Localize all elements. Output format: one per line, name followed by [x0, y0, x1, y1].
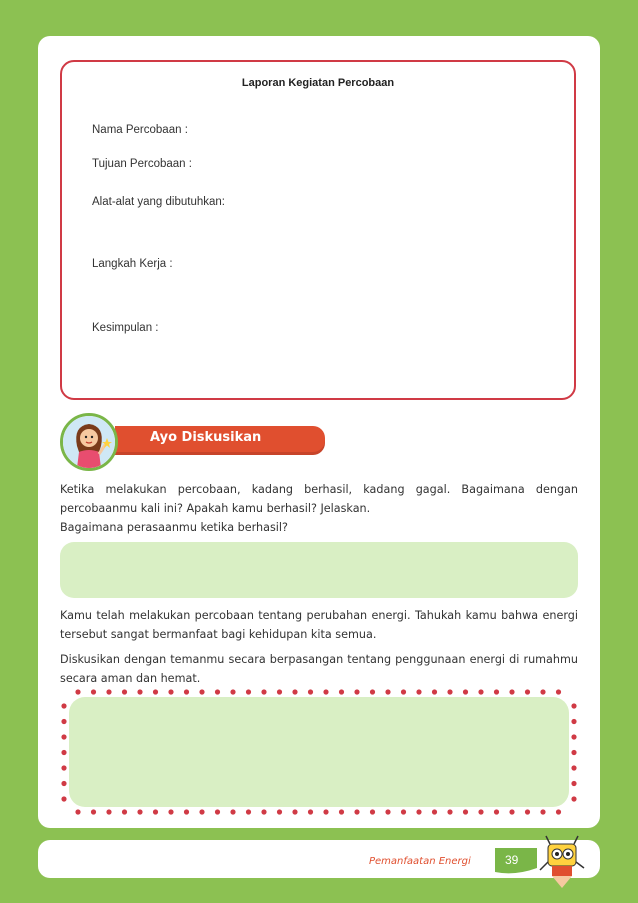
border-dot — [184, 809, 189, 814]
border-dot — [447, 689, 452, 694]
border-dot — [432, 809, 437, 814]
field-kesimpulan[interactable]: Kesimpulan : — [92, 322, 159, 334]
border-dot — [230, 689, 235, 694]
border-dot — [199, 809, 204, 814]
border-dot — [261, 809, 266, 814]
border-dot — [122, 809, 127, 814]
border-dot — [416, 809, 421, 814]
report-title: Laporan Kegiatan Percobaan — [241, 77, 395, 89]
field-langkah-kerja[interactable]: Langkah Kerja : — [92, 258, 173, 270]
border-dot — [75, 809, 80, 814]
border-dot — [246, 809, 251, 814]
border-dot — [122, 689, 127, 694]
border-dot — [571, 781, 576, 786]
border-dot — [323, 689, 328, 694]
border-dot — [137, 809, 142, 814]
border-dot — [230, 809, 235, 814]
border-dot — [153, 689, 158, 694]
border-dot — [571, 750, 576, 755]
border-dot — [354, 809, 359, 814]
border-dot — [184, 689, 189, 694]
border-dot — [478, 689, 483, 694]
border-dot — [370, 689, 375, 694]
border-dot — [137, 689, 142, 694]
border-dot — [277, 809, 282, 814]
border-dot — [401, 689, 406, 694]
border-dot — [215, 809, 220, 814]
border-dot — [91, 809, 96, 814]
border-dot — [478, 809, 483, 814]
border-dot — [106, 809, 111, 814]
border-dot — [509, 809, 514, 814]
answer-box-feelings[interactable] — [60, 542, 578, 598]
border-dot — [308, 809, 313, 814]
border-dot — [370, 809, 375, 814]
border-dot — [61, 734, 66, 739]
dotted-border — [60, 688, 578, 816]
border-dot — [61, 719, 66, 724]
border-dot — [261, 689, 266, 694]
border-dot — [556, 689, 561, 694]
border-dot — [540, 809, 545, 814]
border-dot — [354, 689, 359, 694]
border-dot — [447, 809, 452, 814]
discussion-paragraph-3: Diskusikan dengan temanmu secara berpasangan tentang penggunaan energi di rumahmu secara aman dan hemat. — [60, 653, 578, 685]
border-dot — [168, 689, 173, 694]
border-dot — [91, 689, 96, 694]
border-dot — [323, 809, 328, 814]
page-number: 39 — [505, 853, 519, 867]
border-dot — [292, 809, 297, 814]
field-alat-alat[interactable]: Alat-alat yang dibutuhkan: — [92, 196, 225, 208]
border-dot — [339, 809, 344, 814]
border-dot — [416, 689, 421, 694]
border-dot — [401, 809, 406, 814]
border-dot — [571, 765, 576, 770]
girl-avatar-icon — [60, 413, 118, 471]
border-dot — [277, 689, 282, 694]
border-dot — [571, 719, 576, 724]
border-dot — [61, 781, 66, 786]
discussion-paragraph-2: Kamu telah melakukan percobaan tentang perubahan energi. Tahukah kamu bahwa energi tersebut sangat bermanfaat bagi kehidupan kita semua. — [60, 609, 578, 641]
border-dot — [540, 689, 545, 694]
border-dot — [556, 809, 561, 814]
border-dot — [339, 689, 344, 694]
border-dot — [199, 689, 204, 694]
border-dot — [61, 765, 66, 770]
discussion-label: Ayo Diskusikan — [150, 430, 262, 445]
border-dot — [215, 689, 220, 694]
discussion-header — [60, 413, 270, 473]
border-dot — [385, 689, 390, 694]
border-dot — [571, 796, 576, 801]
border-dot — [432, 689, 437, 694]
field-nama-percobaan[interactable]: Nama Percobaan : — [92, 124, 188, 136]
footer-section-title: Pemanfaatan Energi — [369, 856, 471, 867]
border-dot — [571, 703, 576, 708]
border-dot — [106, 689, 111, 694]
answer-box-dotted[interactable] — [60, 688, 578, 816]
border-dot — [571, 734, 576, 739]
border-dot — [463, 809, 468, 814]
border-dot — [168, 809, 173, 814]
border-dot — [494, 689, 499, 694]
border-dot — [61, 796, 66, 801]
discussion-paragraph-1: Ketika melakukan percobaan, kadang berhasil, kadang gagal. Bagaimana dengan percobaanmu kali ini? Apakah kamu berhasil? Jelaskan. — [60, 483, 578, 515]
border-dot — [385, 809, 390, 814]
border-dot — [525, 809, 530, 814]
border-dot — [75, 689, 80, 694]
border-dot — [292, 689, 297, 694]
pencil-mascot-icon — [538, 830, 588, 890]
report-form-box — [60, 60, 576, 400]
border-dot — [463, 689, 468, 694]
border-dot — [153, 809, 158, 814]
border-dot — [525, 689, 530, 694]
border-dot — [509, 689, 514, 694]
discussion-question: Bagaimana perasaanmu ketika berhasil? — [60, 521, 288, 534]
border-dot — [61, 703, 66, 708]
border-dot — [308, 689, 313, 694]
border-dot — [494, 809, 499, 814]
border-dot — [246, 689, 251, 694]
border-dot — [61, 750, 66, 755]
field-tujuan-percobaan[interactable]: Tujuan Percobaan : — [92, 158, 192, 170]
